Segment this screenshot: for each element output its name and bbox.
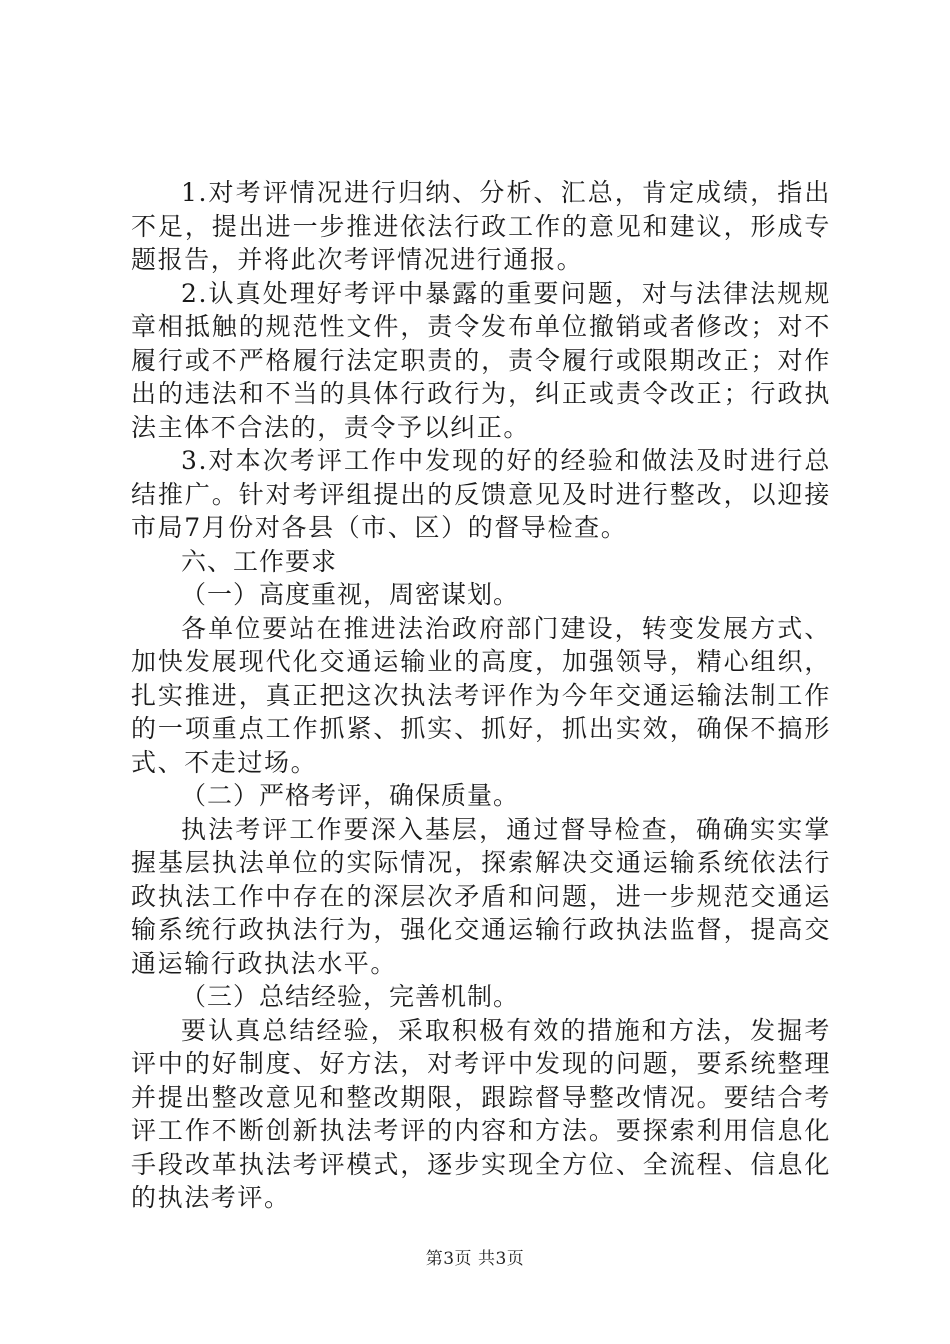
- paragraph-attach-importance: 各单位要站在推进法治政府部门建设，转变发展方式、加快发展现代化交通运输业的高度，加强领导，精心组织，扎实推进，真正把这次执法考评作为今年交通运输法制工作的一项重点工作抓紧、抓实、抓好，抓出实效，确保不搞形式、不走过场。: [131, 613, 831, 777]
- section-heading-work-requirements: 六、工作要求: [181, 546, 338, 576]
- paragraph-promote-experience: 3.对本次考评工作中发现的好的经验和做法及时进行总结推广。针对考评组提出的反馈意见及时进行整改，以迎接市局7月份对各县（市、区）的督导检查。: [131, 446, 831, 542]
- page-number-footer: 第3页 共3页: [425, 1249, 525, 1269]
- paragraph-handle-problems: 2.认真处理好考评中暴露的重要问题，对与法律法规规章相抵触的规范性文件，责令发布单位撤销或者修改；对不履行或不严格履行法定职责的，责令履行或限期改正；对作出的违法和不当的具体行政行为，纠正或责令改正；行政执法主体不合法的，责令予以纠正。: [131, 278, 831, 442]
- paragraph-sum-up-experience: 要认真总结经验，采取积极有效的措施和方法，发掘考评中的好制度、好方法，对考评中发现的问题，要系统整理并提出整改意见和整改期限，跟踪督导整改情况。要结合考评工作不断创新执法考评的内容和方法。要探索利用信息化手段改革执法考评模式，逐步实现全方位、全流程、信息化的执法考评。: [131, 1015, 831, 1212]
- document-body: [131, 176, 831, 1215]
- subheading-strict-evaluation: （二）严格考评，确保质量。: [181, 781, 520, 810]
- subheading-attach-importance: （一）高度重视，周密谋划。: [181, 580, 520, 609]
- subheading-sum-up-experience: （三）总结经验，完善机制。: [181, 982, 520, 1011]
- paragraph-summary-report: 1.对考评情况进行归纳、分析、汇总，肯定成绩，指出不足，提出进一步推进依法行政工作的意见和建议，形成专题报告，并将此次考评情况进行通报。: [131, 178, 831, 274]
- paragraph-strict-evaluation: 执法考评工作要深入基层，通过督导检查，确确实实掌握基层执法单位的实际情况，探索解决交通运输系统依法行政执法工作中存在的深层次矛盾和问题，进一步规范交通运输系统行政执法行为，强化交通运输行政执法监督，提高交通运输行政执法水平。: [131, 814, 831, 978]
